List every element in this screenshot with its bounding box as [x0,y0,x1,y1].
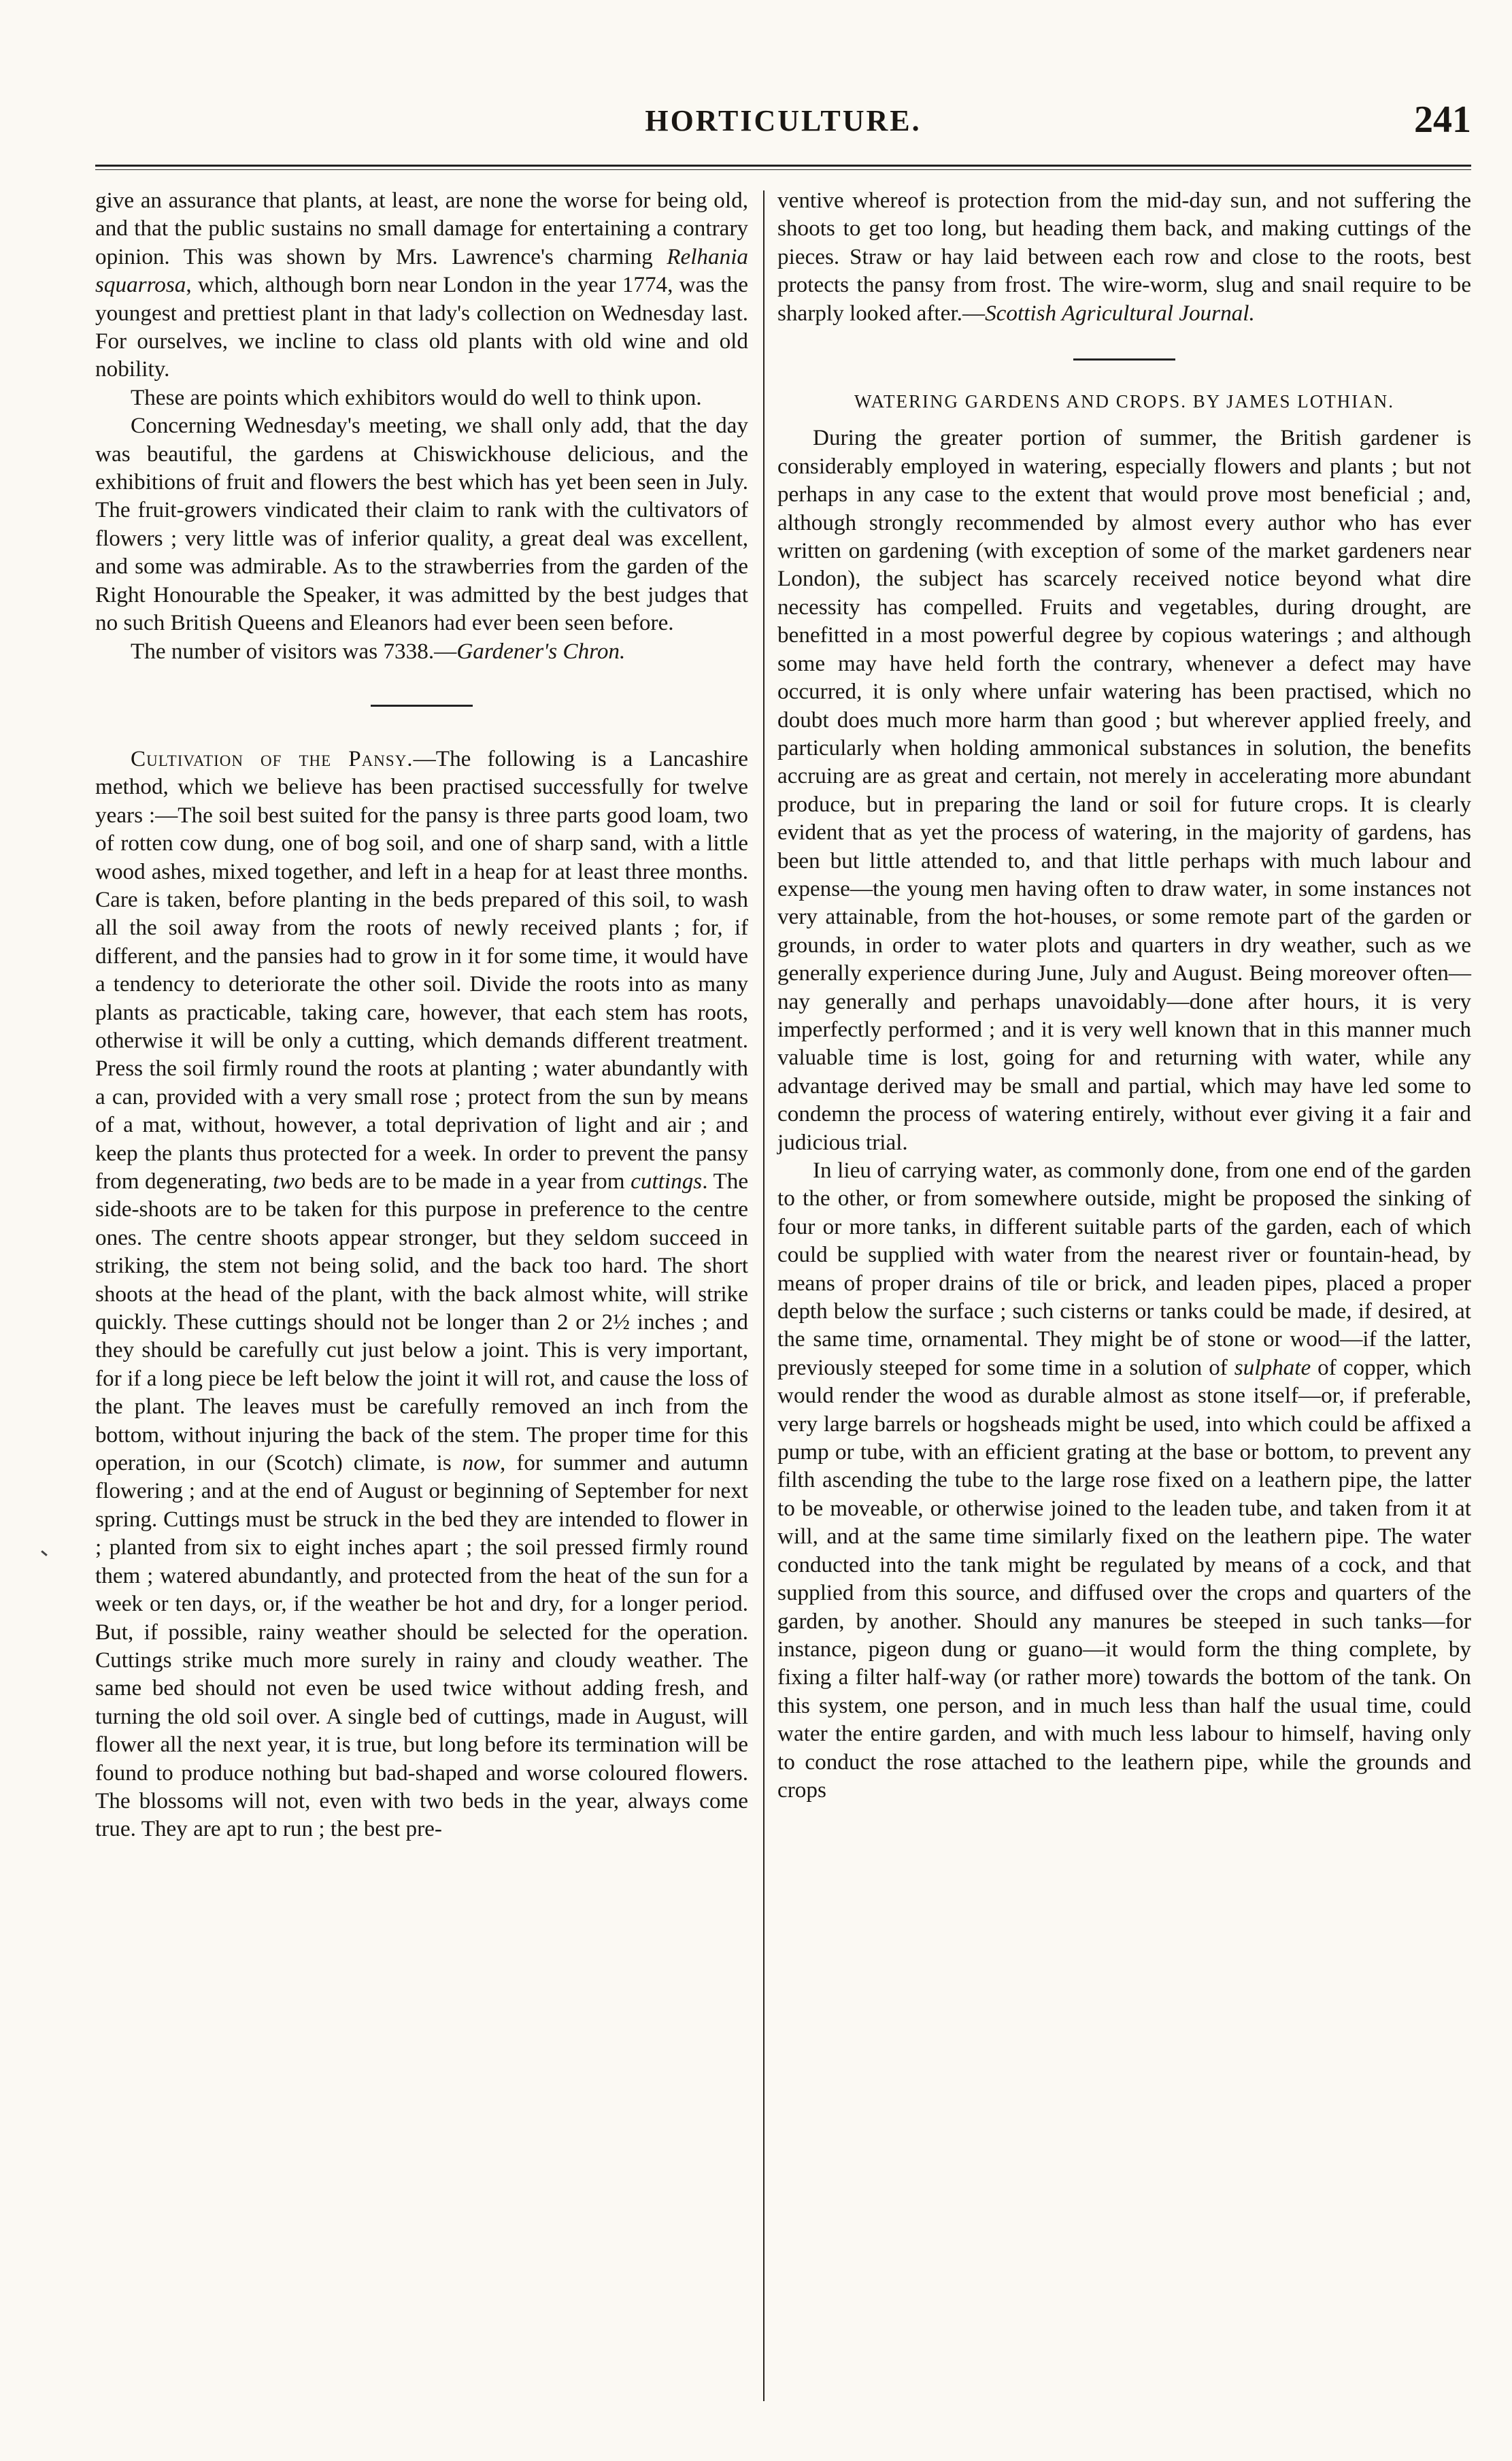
plant-name: Relhania squarrosa [95,244,749,298]
paragraph-pansy-continued [777,186,1471,327]
header-rule [95,165,1471,170]
text-segment: beds are to be made in a year from [311,1169,625,1194]
text-segment: —The following is a Lancashire method, which we believe has been practised successfully for twelve years :—The soil best suited for the pansy is three parts good loam, two of rotten cow dung, one of bog soil, and one of sharp sand, with a little wood ashes, mixed together, and left in a heap for at least three months. Care is taken, before planting in the beds prepared of this soil, to wash all the soil away from the roots of newly received plants ; for, if different, and the pansies had to grow in it for some time, it would have a tendency to deteriorate the other soil. Divide the roots into as many plants as practicable, taking care, however, that each stem has roots, otherwise it will be only a cutting, which demands different treatment. Press the soil firmly round the roots at planting ; water abundantly with a can, provided with a very small rose ; protect from the sun by means of a mat, without, however, a total deprivation of light and air ; and keep the plants thus protected for a week. In order to prevent the pansy from degenerating, [95,746,748,1194]
emphasis: two [273,1169,306,1194]
section-divider [371,705,473,707]
text-segment: . The side-shoots are to be taken for this purpose in preference to the centre ones. The centre shoots appear stronger, but they seldom succeed in striking, the stem not being solid, and the back too hard. The short shoots at the head of the plant, with the back almost white, will strike quickly. These cuttings should not be longer than 2 or 2½ inches ; and they should be carefully cut just below a joint. This is very important, for if a long piece be left below the joint it will rot, and cause the loss of the plant. The leaves must be carefully removed an inch from the bottom, without injuring the back of the stem. The proper time for this operation, in our (Scotch) climate, is [95,1169,749,1476]
page-number: 241 [1414,99,1471,141]
paragraph-tanks [777,1156,1471,1804]
emphasis: sulphate [1234,1354,1311,1380]
right-column [777,186,1471,1804]
paragraph-exhibitors: These are points which exhibitors would do well to think upon. [131,384,702,410]
left-column [95,186,748,1843]
text-segment: , which, although born near London in the year 1774, was the youngest and prettiest plant in that lady's collection on Wednesday last. For ourselves, we incline to class old plants with old wine and old nobility. [95,272,748,382]
section-title: Cultivation of the Pansy. [131,746,414,771]
margin-mark [41,1550,48,1556]
paragraph-watering-intro: During the greater portion of summer, the British gardener is considerably employed in watering, especially flowers and plants ; but not perhaps in any case to the extent that would prove most beneficial ; and, although strongly recommended by almost every author who has ever written on gardening (with exception of some of the market gardeners near London), the subject has scarcely received notice beyond what dire necessity has compelled. Fruits and vegetables, during drought, are benefitted in a most powerful degree by copious waterings ; and although some may have held forth the contrary, whenever a defect may have occurred, it is only where unfair watering has been practised, which no doubt does much more harm than good ; but wherever applied freely, and particularly when holding ammonical substances in solution, the benefits accruing are as great and certain, not merely in accelerating more abundant produce, but in preparing the land or soil for future crops. It is clearly evident that as yet the process of watering, in the majority of gardens, has been but little attended to, and that little perhaps with much labour and expense—the young men having often to draw water, in some instances not very attainable, from the hot-houses, or some remote part of the garden or grounds, in order to water plots and quarters in dry weather, such as we generally experience during June, July and August. Being moreover often—nay generally and perhaps unavoidably—done after hours, it is very imperfectly performed ; and it is very well known that in this manner much valuable time is lost, going for and returning with water, while any advantage derived may be small and partial, which may have led some to condemn the process of watering entirely, without ever giving it a fair and judicious trial. [777,425,1471,1155]
paragraph-pansy [95,745,748,1843]
text-segment: , for summer and autumn flowering ; and at the end of August or beginning of September for next spring. Cuttings must be struck in the bed they are intended to flower in ; planted from six to eight inches apart ; the soil pressed firmly round them ; watered abundantly, and protected from the heat of the sun for a week or ten days, or, if the weather be hot and dry, for a longer period. But, if possible, rainy weather should be selected for the operation. Cuttings strike much more surely in rainy and cloudy weather. The same bed should not even be used twice without adding fresh, and turning the old soil over. A single bed of cuttings, made in August, will flower all the next year, it is true, but long before its termination will be found to produce nothing but bad-shaped and worse coloured flowers. The blossoms will not, even with two beds in the year, always come true. They are apt to run ; the best pre- [95,1450,748,1842]
source-citation: Gardener's Chron. [456,638,626,664]
running-title: HORTICULTURE. [645,104,922,137]
text-segment: give an assurance that plants, at least, are none the worse for being old, and that the public sustains no small damage for entertaining a contrary opinion. This was shown by Mrs. Lawrence's charming [95,188,748,269]
paragraph-visitors [95,637,748,665]
column-divider [763,190,765,2401]
emphasis: now [462,1450,500,1476]
emphasis: cuttings [631,1169,703,1194]
text-segment: In lieu of carrying water, as commonly done, from one end of the garden to the other, or from somewhere outside, might be proposed the sinking of four or more tanks, in different suitable parts of the garden, each of which could be supplied with water from the nearest river or fountain-head, by means of proper drains of tile or brick, and leaden pipes, placed a proper depth below the surface ; such cisterns or tanks could be made, if desired, at the same time, ornamental. They might be of stone or wood—if the latter, previously steeped for some time in a solution of [777,1158,1471,1380]
source-citation: Scottish Agricultural Journal. [985,300,1255,326]
paragraph-old-plants [95,186,748,384]
section-heading: WATERING GARDENS AND CROPS. BY JAMES LOTHIAN. [854,391,1395,412]
text-segment: ventive whereof is protection from the mid-day sun, and not suffering the shoots to get too long, but heading them back, and making cuttings of the pieces. Straw or hay laid between each row and close to the roots, best protects the pansy from frost. The wire-worm, slug and snail require to be sharply looked after.— [777,188,1471,326]
section-divider [1073,358,1175,361]
text-segment: of copper, which would render the wood as durable almost as stone itself—or, if preferable, very large barrels or hogsheads might be used, into which could be affixed a pump or tube, with an efficient grating at the base or bottom, to prevent any filth ascending the tube to the large rose fixed on a leathern pipe, the latter to be moveable, or otherwise joined to the leaden tube, and taken from it at will, and at the same time similarly fixed on the leathern pipe. The water conducted into the tank might be regulated by means of a cock, and that supplied from this source, and diffused over the crops and quarters of the garden, by another. Should any manures be steeped in such tanks—for instance, pigeon dung or guano—it would form the thing complete, by fixing a filter half-way (or rather more) towards the bottom of the tank. On this system, one person, and in much less than half the usual time, could water the entire garden, and with much less labour to himself, having only to conduct the rose attached to the leathern pipe, while the grounds and crops [777,1354,1472,1803]
running-head [95,99,1471,146]
paragraph-wednesday-meeting: Concerning Wednesday's meeting, we shall only add, that the day was beautiful, the gardens at Chiswickhouse delicious, and the exhibitions of fruit and flowers the best which has yet been seen in July. The fruit-growers vindicated their claim to rank with the cultivators of flowers ; very little was of inferior quality, a great deal was excellent, and some was admirable. As to the strawberries from the garden of the Right Honourable the Speaker, it was admitted by the best judges that no such British Queens and Eleanors had ever been seen before. [95,413,748,636]
text-segment: The number of visitors was 7338.— [131,638,457,664]
